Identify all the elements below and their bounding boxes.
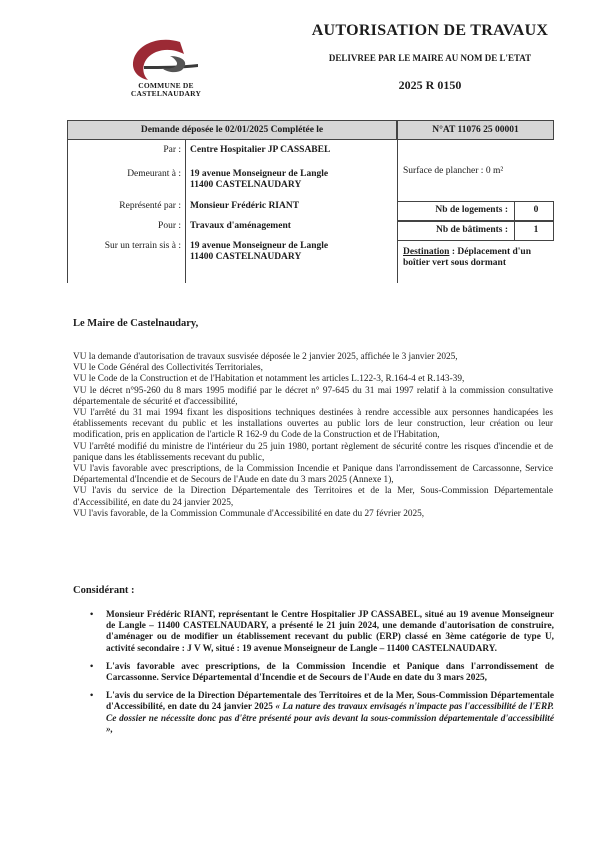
vu-item: VU l'arrêté modifié du ministre de l'intérieur du 25 juin 1980, portant règlement de sécurité contre les risques d'incendie et de panique dans les établissements recevant du public, [73,441,553,463]
row-value: 19 avenue Monseigneur de Langle 11400 CASTELNAUDARY [190,169,329,190]
document-subtitle: DELIVREE PAR LE MAIRE AU NOM DE L'ETAT [328,53,532,63]
row-value: Travaux d'aménagement [190,221,291,231]
considerant-text: L'avis favorable avec prescriptions, de la Commission Incendie et Panique dans l'arrondissement de Carcassonne. Service Départemental d'Incendie et de Secours de l'Aude en date du 3 mars 2025, [106,661,554,684]
list-item [92,662,554,684]
bullet-icon: • [90,610,94,620]
legal-references [73,352,553,520]
considerant-text: Monsieur Frédéric RIANT, représentant le Centre Hospitalier JP CASSABEL, situé au 19 avenue Monseigneur de Langle – 11400 CASTELNAUDARY, a présenté le 21 juin 2024, une demande d'autorisation de construire, d'aménager ou de modifier un établissement recevant du public (ERP) classé en 3ème catégorie de type U, activité secondaire : J V W, situé : 19 avenue Monseigneur de Langle – 11400 CASTELNAUDARY. [106,610,554,654]
row-value: Centre Hospitalier JP CASSABEL [190,145,331,155]
reference-number: 2025 R 0150 [398,78,462,92]
housing-count-value: 0 [533,205,539,215]
housing-count-box [397,201,554,221]
vu-item: VU le décret n°95-260 du 8 mars 1995 modifié par le décret n° 97-645 du 31 mai 1997 relatif à la commission consultative départementale de sécurité et d'accessibilité, [73,385,553,407]
bullet-icon: • [90,691,94,702]
vu-item: VU l'arrêté du 31 mai 1994 fixant les dispositions techniques destinées à rendre accessible aux personnes handicapées les établissements recevant du public et les installations ouvertes au public lors de leur construction, leur création ou leur modification, pris en application de l'article R 162-9 du Code de la Construction et de l'Habitation, [73,408,553,441]
building-count-value: 1 [533,225,539,235]
row-label: Pour : [158,221,181,231]
floor-area: Surface de plancher : 0 m² [403,166,504,176]
vu-item: VU la demande d'autorisation de travaux susvisée déposée le 2 janvier 2025, affichée le 3 janvier 2025, [73,352,458,362]
row-label: Sur un terrain sis à : [104,241,181,251]
considerant-text: L'avis du service de la Direction Départementale des Territoires et de la Mer, Sous-Commission Départementale d'Accessibilité, en date du 24 janvier 2025 [106,691,554,713]
row-value: Monsieur Frédéric RIANT [190,201,300,211]
destination-label: Destination [403,247,450,257]
housing-count-label: Nb de logements : [435,205,508,215]
table-border-left [67,140,68,283]
deposit-date-header: Demande déposée le 02/01/2025 Complétée le [67,120,397,140]
list-item [92,610,554,655]
considerant-quote: « La nature des travaux envisagés n'impacte pas l'accessibilité de l'ERP. Ce dossier ne nécessite donc pas d'être présenté pour avis devant la sous-commission départementale d'accessibilité », [106,702,554,735]
box-divider [514,201,515,241]
vu-item: VU l'avis favorable, de la Commission Communale d'Accessibilité en date du 27 février 2025, [73,508,425,519]
destination-text: : Déplacement d'un boîtier vert sous dormant [403,247,531,268]
building-count-box [397,221,554,241]
request-info-table [67,120,554,283]
row-label: Demeurant à : [127,169,181,179]
destination [403,247,553,269]
considerant-heading: Considérant : [73,585,135,596]
considerant-list [92,610,554,743]
column-divider [185,140,186,283]
row-label: Représenté par : [119,201,181,211]
vu-item: VU l'avis du service de la Direction Départementale des Territoires et de la Mer, Sous-Commission Départementale d'Accessibilité, en date du 24 janvier 2025, [73,486,553,508]
building-count-label: Nb de bâtiments : [435,225,508,235]
vu-item: VU le Code de la Construction et de l'Habitation et notamment les articles L.122-3, R.164-4 et R.143-39, [73,374,465,385]
file-number-header: N°AT 11076 25 00001 [397,120,554,140]
vu-item: VU l'avis favorable avec prescriptions, de la Commission Incendie et Panique dans l'arrondissement de Carcassonne, Service Départemental d'Incendie et de Secours de l'Aude en date du 3 mars 2025 (Annexe 1), [73,464,553,486]
document-title: AUTORISATION DE TRAVAUX [311,22,549,39]
vu-item: VU le Code Général des Collectivités Territoriales, [73,363,263,374]
commune-name: COMMUNE DE CASTELNAUDARY [130,81,202,98]
mayor-heading: Le Maire de Castelnaudary, [73,318,199,329]
list-item [92,691,554,736]
row-value: 19 avenue Monseigneur de Langle 11400 CASTELNAUDARY [190,241,329,262]
row-label: Par : [163,145,181,155]
bullet-icon: • [90,661,94,672]
